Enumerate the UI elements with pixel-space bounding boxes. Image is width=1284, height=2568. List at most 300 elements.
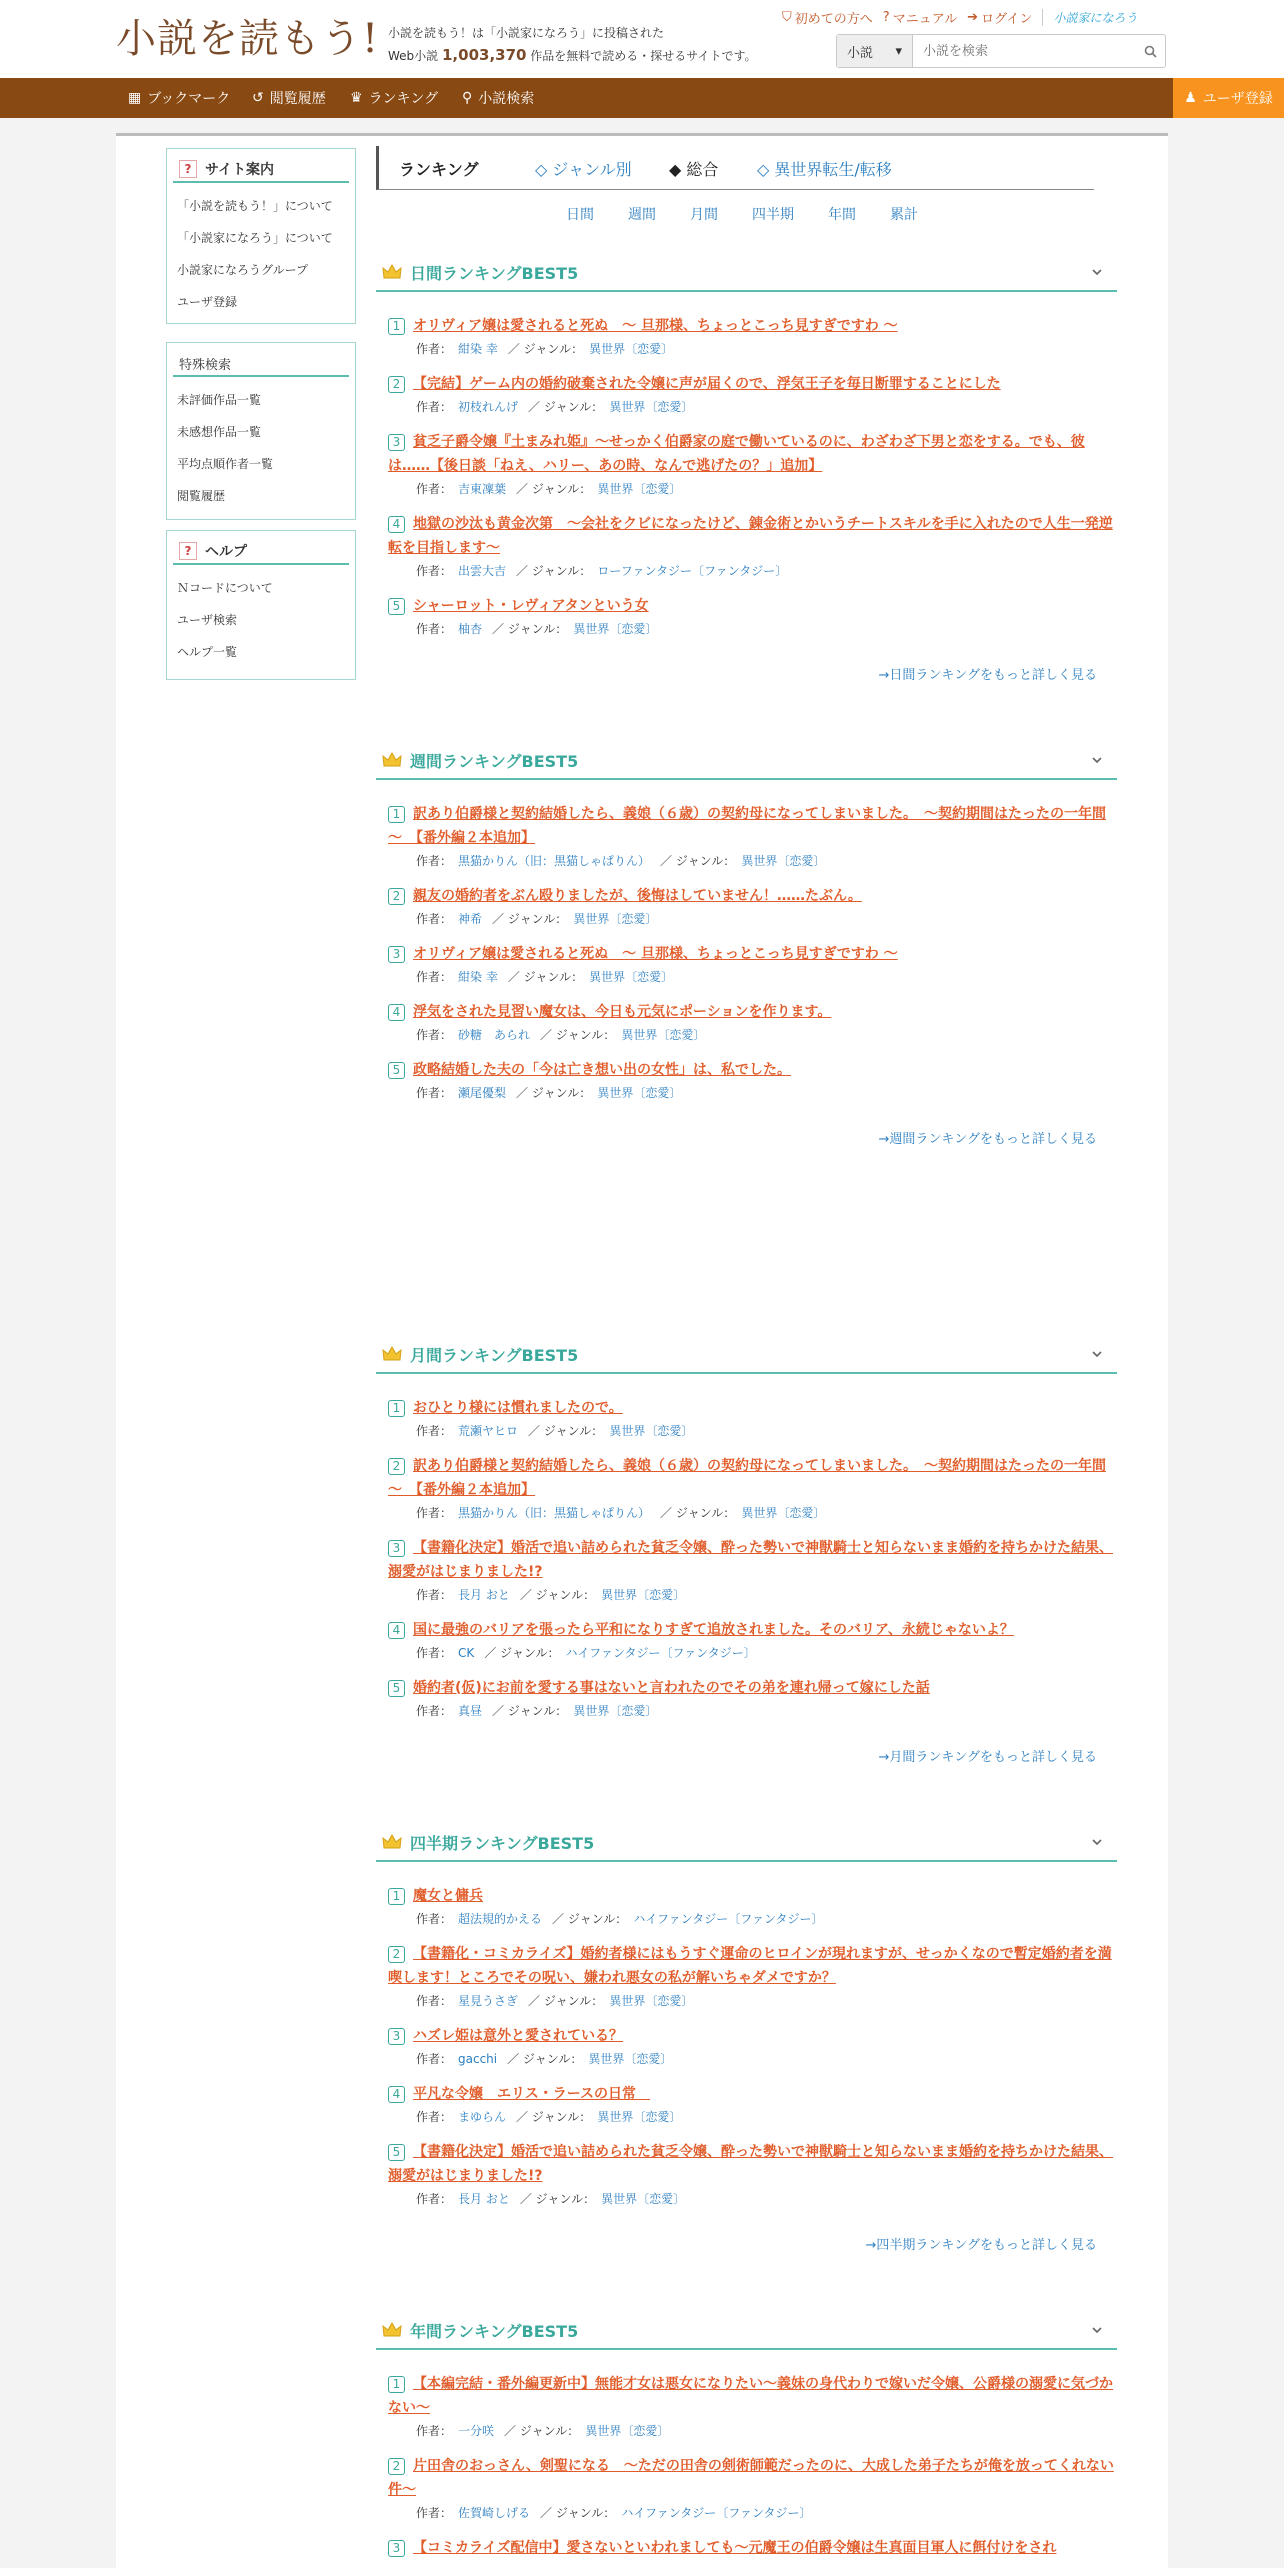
section-header[interactable] (376, 1824, 1117, 1862)
rank-number: 1 (388, 1400, 405, 1417)
ranking-entry (376, 1942, 1117, 2012)
novel-meta (388, 1024, 1117, 1046)
novel-meta (388, 560, 1117, 582)
first-time-link[interactable] (782, 8, 873, 27)
tagline-suffix: 作品を無料で読める・探せるサイトです。 (530, 49, 757, 63)
novel-title-link[interactable] (388, 942, 1117, 966)
novel-count: 1,003,370 (442, 46, 527, 64)
genre-link[interactable]: 異世界〔恋愛〕 (589, 970, 674, 984)
author-label: 作者： (416, 482, 453, 496)
novel-meta (388, 338, 1117, 360)
author-label: 作者： (416, 1086, 453, 1100)
sidebar-item-user-register[interactable]: ユーザ登録 (177, 294, 238, 309)
novel-title-link[interactable] (388, 2372, 1117, 2420)
ranking-entry (376, 1396, 1117, 1442)
novel-meta (388, 478, 1117, 500)
novel-title-link[interactable] (388, 1000, 1117, 1024)
period-quarterly[interactable]: 四半期 (752, 207, 794, 223)
genre-link[interactable]: 異世界〔恋愛〕 (609, 1994, 694, 2008)
novel-title: 地獄の沙汰も黄金次第 ～会社をクビになったけど、錬金術とかいうチートスキルを手に入れたので人生一発逆転を目指します～ (388, 516, 1113, 556)
novel-title: 【コミカライズ配信中】愛さないといわれましても～元魔王の伯爵令嬢は生真面目軍人に餌付けをされ (413, 2540, 1057, 2556)
rank-number: 2 (388, 1946, 405, 1963)
section-title: 週間ランキングBEST5 (410, 751, 579, 771)
novel-meta (388, 2048, 1117, 2070)
ranking-entry (376, 1058, 1117, 1104)
crown-icon (382, 752, 402, 768)
genre-label: ／ ジャンル： (507, 2052, 583, 2066)
sidebar-special-search-header (173, 351, 349, 377)
genre-link[interactable]: ハイファンタジー〔ファンタジー〕 (565, 1646, 756, 1660)
author-link[interactable]: 出雲大吉 (458, 564, 507, 578)
ranking-entry (376, 1454, 1117, 1524)
genre-label: ／ ジャンル： (519, 1588, 596, 1602)
sidebar-item-help-list[interactable]: ヘルプ一覧 (177, 644, 238, 659)
section-title: 日間ランキングBEST5 (410, 263, 579, 283)
novel-title-link[interactable] (388, 512, 1117, 560)
login-label: ログイン (981, 11, 1033, 27)
tab-ranking[interactable]: ランキング (399, 159, 479, 179)
genre-label: ／ ジャンル： (507, 342, 584, 356)
period-weekly[interactable]: 週間 (628, 207, 656, 223)
author-link[interactable]: 佐賀崎しげる (458, 2506, 531, 2520)
nav-ranking-label: ランキング (368, 91, 439, 107)
chevron-down-icon (1091, 2324, 1103, 2336)
nav-search[interactable] (462, 78, 534, 118)
genre-link[interactable]: 異世界〔恋愛〕 (609, 1424, 694, 1438)
author-link[interactable]: 砂糖 あられ (458, 1028, 531, 1042)
genre-link[interactable]: 異世界〔恋愛〕 (573, 622, 658, 636)
ranking-entry (376, 2454, 1117, 2524)
author-link[interactable]: 紺染 幸 (458, 342, 498, 356)
ranking-entry (376, 372, 1117, 418)
site-logo[interactable]: 小説を読もう! (116, 16, 380, 62)
ranking-entry (376, 942, 1117, 988)
genre-label: ／ ジャンル： (492, 1704, 568, 1718)
genre-label: ／ ジャンル： (516, 564, 592, 578)
crown-icon (382, 2322, 402, 2338)
genre-link[interactable]: 異世界〔恋愛〕 (609, 400, 694, 414)
chevron-down-icon: ▾ (895, 43, 902, 59)
nav-search-label: 小説検索 (478, 91, 535, 107)
sidebar-help-header (173, 539, 349, 565)
sidebar-item-avg-score[interactable]: 平均点順作者一覧 (177, 456, 274, 471)
ranking-entry (376, 2024, 1117, 2070)
author-link[interactable]: CK (458, 1646, 475, 1660)
author-label: 作者： (416, 2052, 453, 2066)
chevron-down-icon (1091, 754, 1103, 766)
author-label: 作者： (416, 1424, 453, 1438)
ranking-tabs (376, 146, 1094, 190)
ranking-entry (376, 1884, 1117, 1930)
nav-bookmark[interactable] (128, 78, 230, 118)
period-daily[interactable]: 日間 (566, 207, 594, 223)
novel-title: 浮気をされた見習い魔女は、今日も元気にポーションを作ります。 (413, 1004, 832, 1020)
author-label: 作者： (416, 2424, 453, 2438)
author-label: 作者： (416, 1646, 453, 1660)
rank-number: 2 (388, 888, 405, 905)
author-link[interactable]: 黒猫かりん（旧：黒猫しゃぱりん） (458, 1506, 651, 1520)
genre-link[interactable]: 異世界〔恋愛〕 (597, 482, 682, 496)
novel-title: 貧乏子爵令嬢『土まみれ姫』～せっかく伯爵家の庭で働いているのに、わざわざ下男と恋をする。でも、彼は……【後日談「ねえ、ハリー、あの時、なんで逃げたの？」追加】 (388, 434, 1085, 474)
novel-meta (388, 1700, 1117, 1722)
novel-meta (388, 1502, 1117, 1524)
novel-title-link[interactable] (388, 2024, 1117, 2048)
more-ranking-link[interactable]: →日間ランキングをもっと詳しく見る (878, 668, 1097, 683)
genre-link[interactable]: 異世界〔恋愛〕 (601, 1588, 686, 1602)
sidebar-item-unrated[interactable]: 未評価作品一覧 (177, 392, 262, 407)
ranking-section (376, 1824, 1117, 2253)
author-label: 作者： (416, 1704, 453, 1718)
crown-icon (382, 1834, 402, 1850)
genre-link[interactable]: 異世界〔恋愛〕 (741, 854, 826, 868)
novel-meta (388, 396, 1117, 418)
novel-title-link[interactable] (388, 372, 1117, 396)
novel-title-link[interactable] (388, 1536, 1117, 1584)
section-header[interactable] (376, 742, 1117, 780)
genre-label: ／ ジャンル： (507, 970, 584, 984)
novel-title: 婚約者(仮)にお前を愛する事はないと言われたのでその弟を連れ帰って嫁にした話 (413, 1680, 930, 1696)
novel-meta (388, 2106, 1117, 2128)
novel-meta (388, 1082, 1117, 1104)
section-header[interactable] (376, 254, 1117, 292)
search-icon (1144, 45, 1157, 58)
novel-title-link[interactable] (388, 430, 1117, 478)
genre-label: ／ ジャンル： (492, 622, 568, 636)
novel-title: 国に最強のバリアを張ったら平和になりすぎて追放されました。そのバリア、永続じゃないよ？ (413, 1622, 1014, 1638)
rank-number: 1 (388, 318, 405, 335)
genre-label: ／ ジャンル： (519, 2192, 596, 2206)
author-label: 作者： (416, 2192, 453, 2206)
ranking-entry (376, 430, 1117, 500)
search-button[interactable] (1135, 35, 1165, 67)
novel-meta (388, 2420, 1117, 2442)
tagline-line2 (388, 44, 757, 67)
genre-label: ／ ジャンル： (528, 400, 604, 414)
genre-link[interactable]: ハイファンタジー〔ファンタジー〕 (621, 2506, 812, 2520)
tab-isekai[interactable]: ◇ 異世界転生/転移 (757, 159, 892, 179)
author-link[interactable]: 黒猫かりん（旧：黒猫しゃぱりん） (458, 854, 651, 868)
author-link[interactable]: 荒瀬ヤヒロ (458, 1424, 519, 1438)
author-label: 作者： (416, 970, 453, 984)
tagline-prefix: Web小説 (388, 49, 439, 63)
sidebar-item-user-search[interactable]: ユーザ検索 (177, 612, 238, 627)
chevron-down-icon (1091, 1836, 1103, 1848)
nav-history-label: 閲覧履歴 (269, 91, 326, 107)
novel-title-link[interactable] (388, 884, 1117, 908)
more-ranking-link[interactable]: →月間ランキングをもっと詳しく見る (878, 1750, 1097, 1765)
author-label: 作者： (416, 564, 453, 578)
sidebar-item-about-yomou[interactable]: 「小説を読もう！」について (177, 198, 333, 213)
rank-number: 5 (388, 2144, 405, 2161)
genre-label: ／ ジャンル： (528, 1424, 604, 1438)
genre-label: ／ ジャンル： (516, 2110, 592, 2124)
ranking-section (376, 254, 1117, 683)
nav-history[interactable] (252, 78, 326, 118)
genre-label: ／ ジャンル： (660, 1506, 736, 1520)
genre-link[interactable]: 異世界〔恋愛〕 (597, 1086, 682, 1100)
crown-icon (382, 264, 402, 280)
question-icon: ? (179, 160, 197, 178)
novel-title-link[interactable] (388, 1942, 1117, 1990)
novel-meta (388, 2188, 1117, 2210)
author-label: 作者： (416, 854, 453, 868)
novel-meta (388, 908, 1117, 930)
rank-number: 2 (388, 2458, 405, 2475)
nav-bookmark-label: ブックマーク (147, 91, 231, 107)
site-header (0, 0, 1284, 78)
author-label: 作者： (416, 1912, 453, 1926)
novel-title: 親友の婚約者をぶん殴りましたが、後悔はしていません！……たぶん。 (413, 888, 862, 904)
rank-number: 4 (388, 1622, 405, 1639)
ranking-entry (376, 802, 1117, 872)
novel-title-link[interactable] (388, 1884, 1117, 1908)
chevron-down-icon (1091, 266, 1103, 278)
author-link[interactable]: 神希 (458, 912, 483, 926)
author-label: 作者： (416, 912, 453, 926)
genre-link[interactable]: 異世界〔恋愛〕 (573, 912, 658, 926)
novel-title: おひとり様には慣れましたので。 (413, 1400, 623, 1416)
question-icon: ? (179, 542, 197, 560)
novel-title-link[interactable] (388, 1618, 1117, 1642)
novel-meta (388, 850, 1117, 872)
author-label: 作者： (416, 1506, 453, 1520)
top-links (782, 6, 1137, 28)
novel-title-link[interactable] (388, 802, 1117, 850)
section-title: 年間ランキングBEST5 (410, 2321, 579, 2341)
tagline-line1: 小説を読もう！は「小説家になろう」に投稿された (388, 26, 665, 40)
rank-number: 4 (388, 2086, 405, 2103)
author-link[interactable]: 吉東凜葉 (458, 482, 507, 496)
novel-title-link[interactable] (388, 1454, 1117, 1502)
author-label: 作者： (416, 400, 453, 414)
author-link[interactable]: 柚杏 (458, 622, 483, 636)
novel-title-link[interactable] (388, 1676, 1117, 1700)
genre-label: ／ ジャンル： (528, 1994, 604, 2008)
ranking-section (376, 1336, 1117, 1765)
section-title: 四半期ランキングBEST5 (410, 1833, 595, 1853)
section-header[interactable] (376, 1336, 1117, 1374)
sidebar-item-no-review[interactable]: 未感想作品一覧 (177, 424, 262, 439)
novel-meta (388, 1642, 1117, 1664)
author-label: 作者： (416, 1994, 453, 2008)
history-icon: ↺ (252, 90, 264, 106)
author-link[interactable]: まゆらん (458, 2110, 507, 2124)
ranking-entry (376, 1536, 1117, 1606)
author-link[interactable]: 長月 おと (458, 1588, 510, 1602)
rank-number: 1 (388, 2376, 405, 2393)
ranking-entry (376, 1618, 1117, 1664)
novel-title: 訳あり伯爵様と契約結婚したら、義娘（６歳）の契約母になってしまいました。 ～契約期間はたったの一年間～ 【番外編２本追加】 (388, 806, 1106, 846)
genre-label: ／ ジャンル： (504, 2424, 580, 2438)
rank-number: 4 (388, 1004, 405, 1021)
novel-title: オリヴィア嬢は愛されると死ぬ ～ 旦那様、ちょっとこっち見すぎですわ ～ (413, 318, 898, 334)
author-link[interactable]: 瀬尾優梨 (458, 1086, 507, 1100)
genre-label: ／ ジャンル： (484, 1646, 560, 1660)
novel-title-link[interactable] (388, 2536, 1117, 2560)
novel-title: 政略結婚した夫の「今は亡き想い出の女性」は、私でした。 (413, 1062, 791, 1078)
author-label: 作者： (416, 1028, 453, 1042)
novel-title-link[interactable] (388, 2082, 1117, 2106)
genre-link[interactable]: 異世界〔恋愛〕 (588, 2052, 673, 2066)
novel-meta (388, 1990, 1117, 2012)
ranking-entry (376, 2372, 1117, 2442)
author-link[interactable]: 初枝れんげ (458, 400, 519, 414)
novel-title-link[interactable] (388, 1396, 1117, 1420)
rank-number: 2 (388, 376, 405, 393)
novel-title-link[interactable] (388, 2140, 1117, 2188)
shield-icon: ⛉ (782, 9, 792, 25)
genre-link[interactable]: 異世界〔恋愛〕 (589, 342, 674, 356)
ranking-entry (376, 2082, 1117, 2128)
section-header[interactable] (376, 2312, 1117, 2350)
rank-number: 3 (388, 946, 405, 963)
genre-link[interactable]: 異世界〔恋愛〕 (601, 2192, 686, 2206)
genre-link[interactable]: 異世界〔恋愛〕 (621, 1028, 706, 1042)
sidebar-special-search (166, 342, 356, 520)
rank-number: 1 (388, 1888, 405, 1905)
more-ranking-link[interactable]: →四半期ランキングをもっと詳しく見る (865, 2238, 1097, 2253)
novel-title: 【完結】ゲーム内の婚約破棄された令嬢に声が届くので、浮気王子を毎日断罪することにした (413, 376, 1001, 392)
search-type-select[interactable] (837, 35, 913, 67)
novel-title: 平凡な令嬢 エリス・ラースの日常 (413, 2086, 651, 2102)
author-link[interactable]: 超法規的かえる (458, 1912, 543, 1926)
main-nav (0, 78, 1284, 118)
genre-link[interactable]: 異世界〔恋愛〕 (573, 1704, 658, 1718)
sidebar-site-guide-title: サイト案内 (205, 162, 275, 178)
question-circle-icon: ? (882, 9, 890, 25)
ranking-entry (376, 512, 1117, 582)
chevron-down-icon (1091, 1348, 1103, 1360)
ranking-entry (376, 1000, 1117, 1046)
narou-logo-link[interactable]: 小説家になろう (1042, 9, 1137, 26)
author-label: 作者： (416, 2506, 453, 2520)
period-cumulative[interactable]: 累計 (890, 207, 918, 223)
crown-icon (382, 1346, 402, 1362)
rank-number: 1 (388, 806, 405, 823)
rank-number: 5 (388, 1062, 405, 1079)
author-label: 作者： (416, 1588, 453, 1602)
novel-title: シャーロット・レヴィアタンという女 (413, 598, 649, 614)
novel-meta (388, 1908, 1117, 1930)
genre-link[interactable]: ハイファンタジー〔ファンタジー〕 (633, 1912, 824, 1926)
novel-title: 【書籍化決定】婚活で追い詰められた貧乏令嬢、酔った勢いで神獣騎士と知らないまま婚約を持ちかけた結果、溺愛がはじまりました!? (388, 1540, 1113, 1580)
sidebar-help-title: ヘルプ (205, 544, 247, 560)
author-link[interactable]: 長月 おと (458, 2192, 510, 2206)
author-link[interactable]: gacchi (458, 2052, 498, 2066)
author-label: 作者： (416, 2110, 453, 2124)
novel-title: 【書籍化・コミカライズ】婚約者様にはもうすぐ運命のヒロインが現れますが、せっかくなので暫定婚約者を満喫します！ところでその呪い、嫌われ悪女の私が解いちゃダメですか？ (388, 1946, 1112, 1986)
genre-label: ／ ジャンル： (516, 482, 592, 496)
novel-meta (388, 2502, 1117, 2524)
period-yearly[interactable]: 年間 (828, 207, 856, 223)
first-time-label: 初めての方へ (794, 11, 873, 27)
novel-title-link[interactable] (388, 594, 1117, 618)
sidebar-item-ncode[interactable]: Ｎコードについて (177, 580, 273, 595)
ranking-entry (376, 2536, 1117, 2560)
sidebar-item-history[interactable]: 閲覧履歴 (177, 488, 226, 503)
tab-total[interactable]: ◆ 総合 (669, 159, 719, 179)
sidebar-item-about-narou[interactable]: 「小説家になろう」について (177, 230, 333, 245)
author-link[interactable]: 星見うさぎ (458, 1994, 519, 2008)
author-label: 作者： (416, 622, 453, 636)
novel-meta (388, 966, 1117, 988)
manual-label: マニュアル (892, 11, 958, 27)
novel-title: 【本編完結・番外編更新中】無能才女は悪女になりたい～義妹の身代わりで嫁いだ令嬢、公爵様の溺愛に気づかない～ (388, 2376, 1113, 2416)
novel-title-link[interactable] (388, 1058, 1117, 1082)
novel-title: 【書籍化決定】婚活で追い詰められた貧乏令嬢、酔った勢いで神獣騎士と知らないまま婚約を持ちかけた結果、溺愛がはじまりました!? (388, 2144, 1113, 2184)
genre-link[interactable]: ローファンタジー〔ファンタジー〕 (597, 564, 788, 578)
ranking-section (376, 742, 1117, 1147)
search-box (836, 34, 1166, 68)
manual-link[interactable] (883, 8, 957, 27)
register-button[interactable] (1173, 78, 1284, 118)
nav-ranking[interactable] (350, 78, 438, 118)
author-link[interactable]: 紺染 幸 (458, 970, 498, 984)
period-monthly[interactable]: 月間 (690, 207, 718, 223)
login-icon: ➔ (967, 9, 979, 25)
rank-number: 5 (388, 1680, 405, 1697)
genre-label: ／ ジャンル： (492, 912, 568, 926)
novel-meta (388, 1584, 1117, 1606)
search-type-value: 小説 (847, 45, 874, 61)
genre-label: ／ ジャンル： (540, 2506, 616, 2520)
rank-number: 4 (388, 516, 405, 533)
author-link[interactable]: 一分咲 (458, 2424, 495, 2438)
novel-title: ハズレ姫は意外と愛されている？ (413, 2028, 623, 2044)
sidebar-site-guide-header (173, 157, 349, 183)
novel-title: オリヴィア嬢は愛されると死ぬ ～ 旦那様、ちょっとこっち見すぎですわ ～ (413, 946, 898, 962)
author-label: 作者： (416, 342, 453, 356)
search-input[interactable] (913, 35, 1135, 67)
section-title: 月間ランキングBEST5 (410, 1345, 579, 1365)
bookmark-list-icon: ▦ (128, 90, 142, 106)
novel-title-link[interactable] (388, 2454, 1117, 2502)
novel-title: 片田舎のおっさん、剣聖になる ～ただの田舎の剣術師範だったのに、大成した弟子たちが俺を放ってくれない件～ (388, 2458, 1114, 2498)
login-link[interactable] (967, 8, 1032, 27)
novel-meta (388, 1420, 1117, 1442)
site-tagline (388, 22, 757, 67)
ranking-entry (376, 1676, 1117, 1722)
more-ranking-link[interactable]: →週間ランキングをもっと詳しく見る (878, 1132, 1097, 1147)
crown-icon: ♛ (350, 90, 363, 106)
rank-number: 3 (388, 2028, 405, 2045)
author-link[interactable]: 真昼 (458, 1704, 483, 1718)
register-label: ユーザ登録 (1202, 91, 1273, 107)
genre-link[interactable]: 異世界〔恋愛〕 (585, 2424, 670, 2438)
tab-genre[interactable]: ◇ ジャンル別 (535, 159, 632, 179)
genre-label: ／ ジャンル： (516, 1086, 592, 1100)
sidebar-item-narou-group[interactable]: 小説家になろうグループ (177, 262, 309, 277)
genre-label: ／ ジャンル： (660, 854, 736, 868)
ranking-entry (376, 594, 1117, 640)
rank-number: 3 (388, 434, 405, 451)
genre-link[interactable]: 異世界〔恋愛〕 (741, 1506, 826, 1520)
novel-title: 訳あり伯爵様と契約結婚したら、義娘（６歳）の契約母になってしまいました。 ～契約期間はたったの一年間～ 【番外編２本追加】 (388, 1458, 1106, 1498)
ranking-entry (376, 2140, 1117, 2210)
rank-number: 2 (388, 1458, 405, 1475)
sidebar-special-search-title: 特殊検索 (179, 357, 232, 373)
rank-number: 3 (388, 2540, 405, 2557)
genre-label: ／ ジャンル： (552, 1912, 628, 1926)
rank-number: 3 (388, 1540, 405, 1557)
novel-meta (388, 618, 1117, 640)
genre-link[interactable]: 異世界〔恋愛〕 (597, 2110, 682, 2124)
novel-title-link[interactable] (388, 314, 1117, 338)
ranking-entry (376, 884, 1117, 930)
sidebar-site-guide (166, 148, 356, 324)
novel-title: 魔女と傭兵 (413, 1888, 483, 1904)
genre-label: ／ ジャンル： (540, 1028, 616, 1042)
